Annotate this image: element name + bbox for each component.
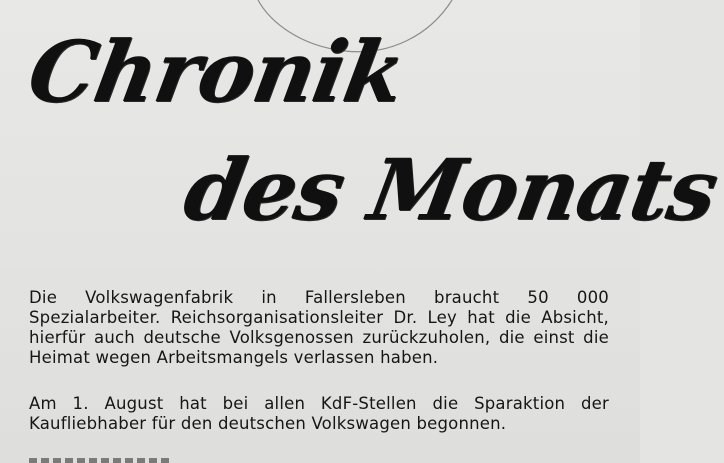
paragraph-sparaktion: Am 1. August hat bei allen KdF-Stellen die Sparaktion der Kaufliebhaber für den deutschen Volkswagen begonnen. [29,394,609,433]
truncated-next-line [29,455,169,463]
paragraph-volkswagenfabrik: Die Volkswagenfabrik in Fallersleben braucht 50 000 Spezialarbeiter. Reichsorganisationsleiter Dr. Ley hat die Absicht, hierfür auch deutsche Volksgenossen zurückzuholen, die einst die Heimat wegen Arbeitsmangels verlassen haben. [29,288,609,367]
headline-line-2: des Monats [177,140,724,239]
headline-line-1: Chronik [21,22,412,121]
